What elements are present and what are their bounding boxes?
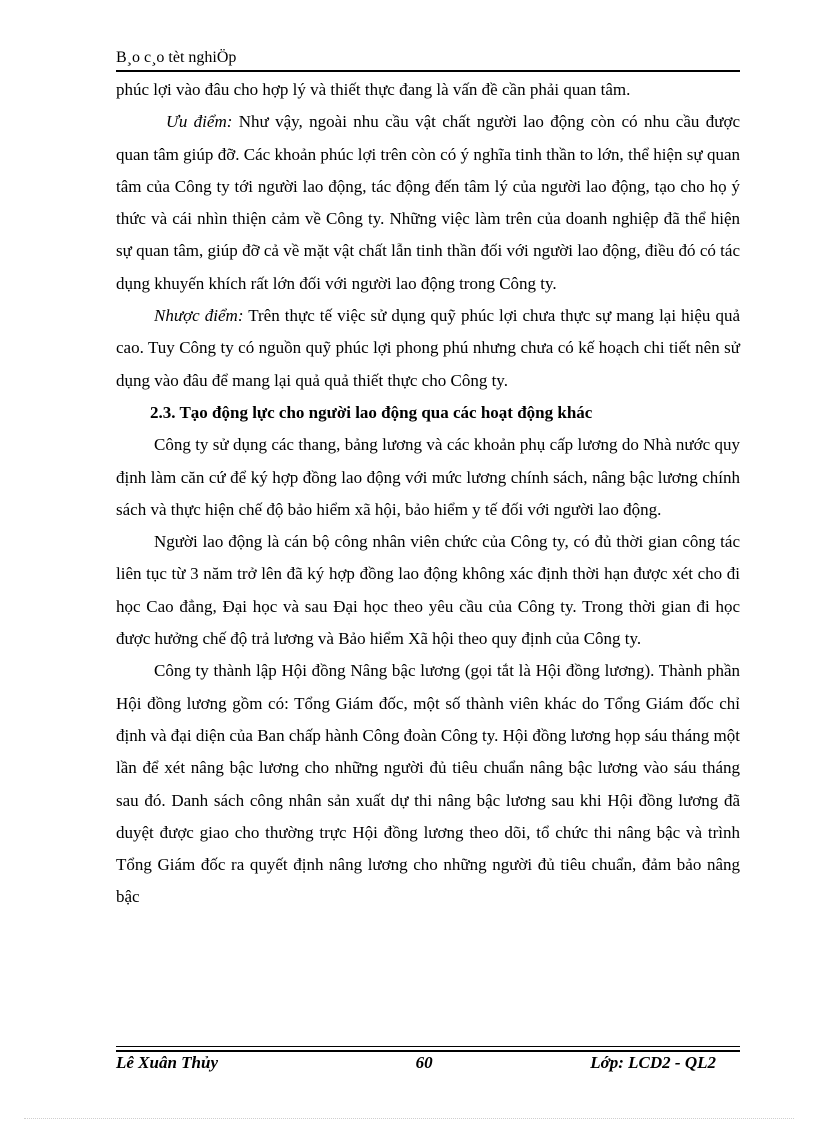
page-footer <box>116 1053 716 1073</box>
document-body <box>116 74 740 914</box>
header-rule <box>116 70 740 72</box>
footer-rule-thick <box>116 1050 740 1052</box>
page-header <box>116 48 740 68</box>
paragraph-salary-council: Công ty thành lập Hội đồng Nâng bậc lương (gọi tắt là Hội đồng lương). Thành phần Hội đồng lương gồm có: Tổng Giám đốc, một số thành viên khác do Tổng Giám đốc chỉ định và đại diện của Ban chấp hành Công đoàn Công ty. Hội đồng lương họp sáu tháng một lần để xét nâng bậc lương cho những người đủ tiêu chuẩn nâng bậc lương vào sáu tháng sau đó. Danh sách công nhân sản xuất dự thi nâng bậc lương sau khi Hội đồng lương đã duyệt được giao cho thường trực Hội đồng lương theo dõi, tổ chức thi nâng bậc và trình Tổng Giám đốc ra quyết định nâng lương cho những người đủ tiêu chuẩn, đảm bảo nâng bậc <box>116 661 740 907</box>
disadvantages-label: Nhược điểm: <box>154 306 244 326</box>
paragraph-education: Người lao động là cán bộ công nhân viên chức của Công ty, có đủ thời gian công tác liên tục từ 3 năm trở lên đã ký hợp đồng lao động không xác định thời hạn được xét cho đi học Cao đẳng, Đại học và sau Đại học theo yêu cầu của Công ty. Trong thời gian đi học được hưởng chế độ trả lương và Bảo hiểm Xã hội theo quy định của Công ty. <box>116 532 740 649</box>
page-number: 60 <box>415 1053 433 1072</box>
paragraph-disadvantages <box>116 300 740 397</box>
paragraph-continuation: phúc lợi vào đâu cho hợp lý và thiết thực đang là vấn đề cần phải quan tâm. <box>116 80 631 99</box>
advantages-label: Ưu điểm: <box>166 112 233 132</box>
footer-class: Lớp: LCD2 - QL2 <box>590 1053 716 1072</box>
disadvantages-text: Trên thực tế việc sử dụng quỹ phúc lợi chưa thực sự mang lại hiệu quả cao. Tuy Công ty có nguồn quỹ phúc lợi phong phú nhưng chưa có kế hoạch chi tiết nên sử dụng vào đâu để mang lại quả quả thiết thực cho Công ty. <box>116 306 740 390</box>
advantages-text: Như vậy, ngoài nhu cầu vật chất người lao động còn có nhu cầu được quan tâm giúp đỡ. Các khoản phúc lợi trên còn có ý nghĩa tinh thần to lớn, thể hiện sự quan tâm của Công ty tới người lao động, tác động đến tâm lý của người lao động, tạo cho họ ý thức và cái nhìn thiện cảm về Công ty. Những việc làm trên của doanh nghiệp đã thể hiện sự quan tâm, giúp đỡ cả về mặt vật chất lẫn tinh thần đối với người lao động, điều đó có tác dụng khuyến khích rất lớn đối với người lao động trong Công ty. <box>116 112 741 293</box>
paragraph-advantages <box>116 106 740 300</box>
header-title: B¸o c¸o tèt nghiÖp <box>116 49 237 66</box>
paragraph-salary-scales: Công ty sử dụng các thang, bảng lương và các khoản phụ cấp lương do Nhà nước quy định làm căn cứ để ký hợp đồng lao động với mức lương chính sách, nâng bậc lương chính sách và thực hiện chế độ bảo hiểm xã hội, bảo hiểm y tế đối với người lao động. <box>116 435 740 519</box>
page-bottom-divider <box>24 1118 794 1119</box>
section-heading: 2.3. Tạo động lực cho người lao động qua các hoạt động khác <box>150 402 593 422</box>
footer-rule-thin <box>116 1046 740 1047</box>
footer-author: Lê Xuân Thủy <box>116 1053 219 1072</box>
